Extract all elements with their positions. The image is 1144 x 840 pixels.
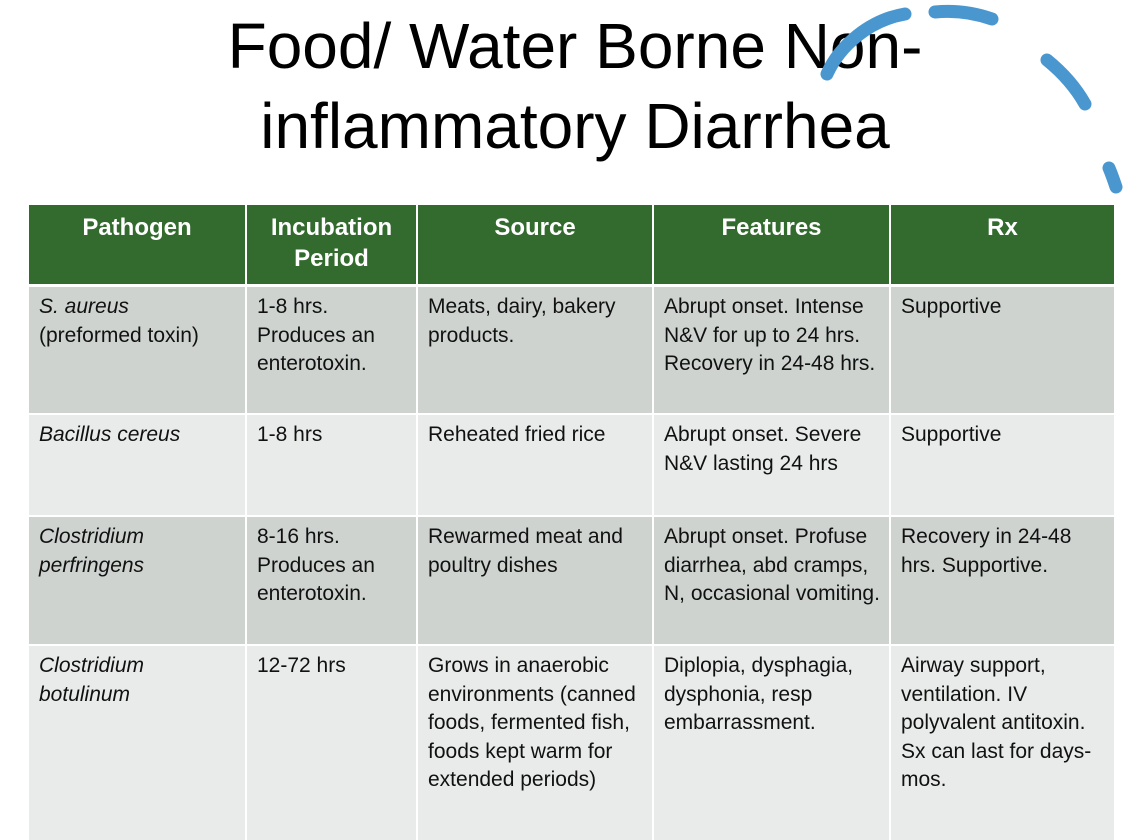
table-row [29, 645, 1114, 840]
table-row [29, 516, 1114, 645]
cell-source: Meats, dairy, bakery products. [417, 286, 653, 415]
cell-features: Abrupt onset. Severe N&V lasting 24 hrs [653, 414, 890, 516]
cell-pathogen: Clostridium botulinum [29, 645, 246, 840]
header-source: Source [417, 205, 653, 286]
arc-dash-4 [1109, 168, 1116, 187]
header-features: Features [653, 205, 890, 286]
arc-dash-3 [1047, 60, 1085, 104]
cell-incubation: 12-72 hrs [246, 645, 417, 840]
pathogen-table-wrapper [29, 205, 1114, 840]
cell-rx: Airway support, ventilation. IV polyvalent antitoxin. Sx can last for days-mos. [890, 645, 1114, 840]
header-rx: Rx [890, 205, 1114, 286]
pathogen-name: S. aureus [39, 295, 129, 318]
cell-features: Abrupt onset. Intense N&V for up to 24 hrs. Recovery in 24-48 hrs. [653, 286, 890, 415]
cell-source: Grows in anaerobic environments (canned foods, fermented fish, foods kept warm for extended periods) [417, 645, 653, 840]
cell-rx: Supportive [890, 286, 1114, 415]
cell-incubation: 8-16 hrs. Produces an enterotoxin. [246, 516, 417, 645]
table-row [29, 286, 1114, 415]
header-incubation-period: Incubation Period [246, 205, 417, 286]
cell-source: Reheated fried rice [417, 414, 653, 516]
cell-pathogen: Bacillus cereus [29, 414, 246, 516]
cell-features: Abrupt onset. Profuse diarrhea, abd cramps, N, occasional vomiting. [653, 516, 890, 645]
slide-title: Food/ Water Borne Non-inflammatory Diarrhea [227, 10, 923, 162]
table-header-row [29, 205, 1114, 286]
cell-rx: Supportive [890, 414, 1114, 516]
pathogen-table [29, 205, 1114, 840]
header-pathogen: Pathogen [29, 205, 246, 286]
cell-pathogen [29, 286, 246, 415]
cell-source: Rewarmed meat and poultry dishes [417, 516, 653, 645]
cell-features: Diplopia, dysphagia, dysphonia, resp embarrassment. [653, 645, 890, 840]
pathogen-note: (preformed toxin) [39, 323, 199, 347]
cell-rx: Recovery in 24-48 hrs. Supportive. [890, 516, 1114, 645]
cell-pathogen: Clostridium perfringens [29, 516, 246, 645]
table-row [29, 414, 1114, 516]
cell-incubation: 1-8 hrs [246, 414, 417, 516]
cell-incubation: 1-8 hrs. Produces an enterotoxin. [246, 286, 417, 415]
